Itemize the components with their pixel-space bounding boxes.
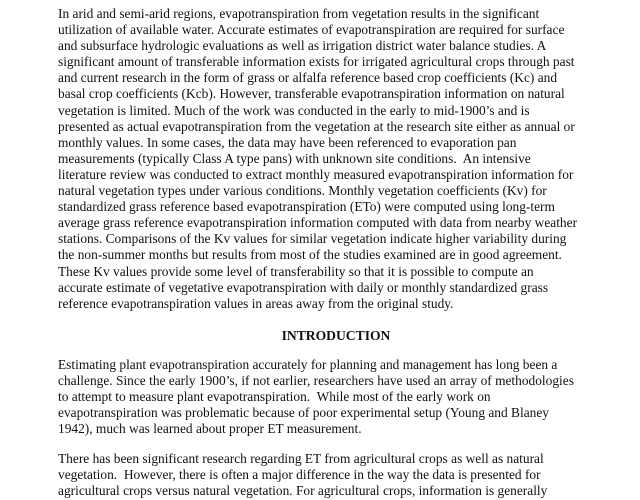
text-line: challenge. Since the early 1900’s, if not earlier, researchers have used an array of methodologies (58, 372, 574, 388)
text-line: literature review was conducted to extract monthly measured evapotranspiration information for (58, 166, 574, 182)
intro-paragraph-1 (58, 357, 614, 437)
text-line: monthly values. In some cases, the data may have been referenced to evaporation pan (58, 134, 517, 150)
text-line: In arid and semi-arid regions, evapotranspiration from vegetation results in the significant (58, 6, 540, 21)
text-line: accurate estimate of vegetative evapotranspiration with daily or monthly standardized grass (58, 279, 549, 295)
text-line: natural vegetation types under various conditions. Monthly vegetation coefficients (Kv) for (58, 183, 547, 199)
abstract-paragraph (58, 6, 614, 312)
text-line: Estimating plant evapotranspiration accurately for planning and management has long been a (58, 356, 558, 372)
text-line: basal crop coefficients (Kcb). However, transferable evapotranspiration information on natural (58, 86, 565, 102)
text-line: standardized grass reference based evapotranspiration (ETo) were computed using long-term (58, 199, 555, 215)
text-line: There has been significant research regarding ET from agricultural crops as well as natural (58, 451, 544, 467)
text-line: evapotranspiration was problematic because of poor experimental setup (Young and Blaney (58, 405, 549, 421)
text-line: 1942), much was learned about proper ET measurement. (58, 421, 362, 437)
text-line: and subsurface hydrologic evaluations as well as irrigation district water balance studies. A (58, 38, 547, 54)
text-line: stations. Comparisons of the Kv values for similar vegetation indicate higher variability during (58, 231, 567, 247)
text-line: reference evapotranspiration values in areas away from the original study. (58, 295, 454, 311)
text-line: to attempt to measure plant evapotranspiration. While most of the early work on (58, 388, 491, 404)
paragraph-spacer (58, 312, 614, 326)
paragraph-spacer (58, 437, 614, 451)
text-line: utilization of available water. Accurate estimates of evapotranspiration are required for surface (58, 22, 565, 38)
intro-paragraph-2 (58, 451, 614, 499)
text-line: vegetation. However, there is often a major difference in the way the data is presented for (58, 467, 541, 483)
text-line: average grass reference evapotranspiration information computed with data from nearby weather (58, 215, 578, 231)
text-line: and current research in the form of grass or alfalfa reference based crop coefficients (Kc) and (58, 70, 558, 86)
text-line: presented as actual evapotranspiration from the vegetation at the research site either as annual or (58, 118, 575, 134)
text-line: vegetation is limited. Much of the work was conducted in the early to mid-1900’s and is (58, 102, 530, 118)
document-page (58, 6, 614, 500)
text-line: agricultural crops versus natural vegetation. For agricultural crops, information is generally (58, 483, 548, 499)
text-line: significant amount of transferable information exists for irrigated agricultural crops through past (58, 54, 575, 70)
text-line: the non-summer months but results from most of the studies examined are in good agreement. (58, 247, 562, 263)
text-line: These Kv values provide some level of transferability so that it is possible to compute an (58, 263, 534, 279)
section-heading: INTRODUCTION (281, 327, 391, 343)
text-line: measurements (typically Class A type pans) with unknown site conditions. An intensive (58, 150, 531, 166)
